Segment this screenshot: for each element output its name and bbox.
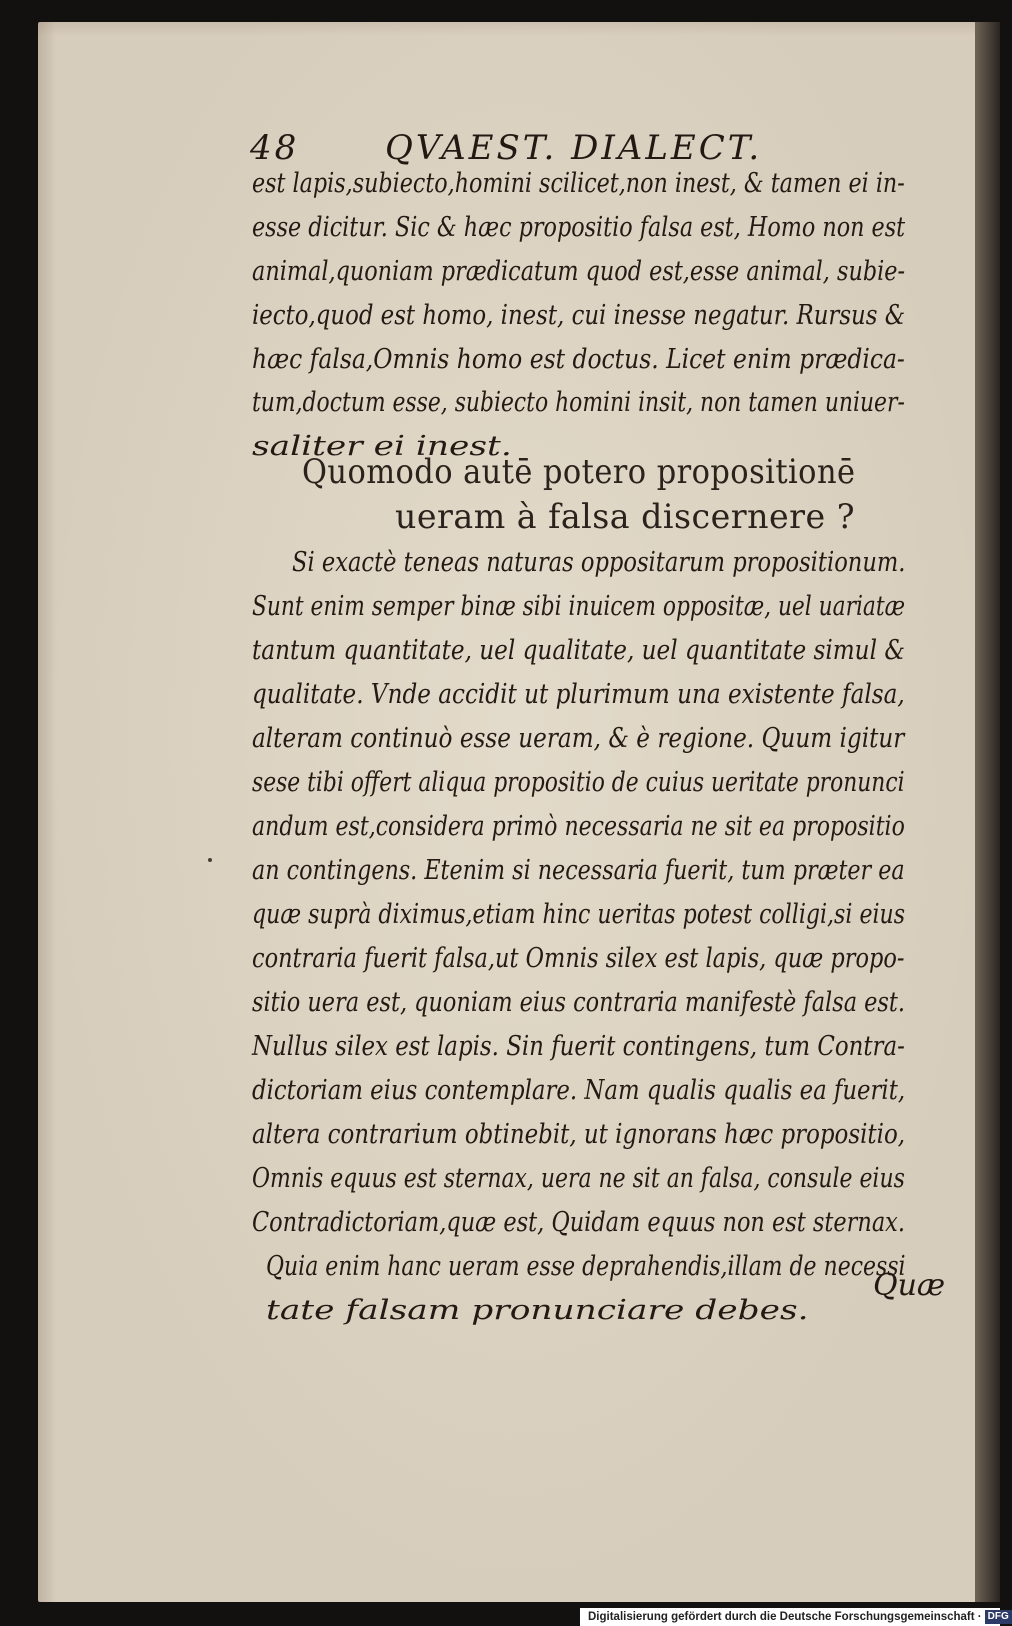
text-line: Contradictoriam,quæ est, Quidam equus non est sternax. [252, 1206, 905, 1238]
text-line: Nullus silex est lapis. Sin fuerit contingens, tum Contra- [252, 1030, 905, 1062]
text-line: Quia enim hanc ueram esse deprahendis,illam de necessi [266, 1250, 906, 1282]
running-head [250, 128, 810, 172]
text-line: alteram continuò esse ueram, & è regione. Quum igitur [252, 722, 905, 754]
question-line: Quomodo autē potero propositionē [302, 452, 856, 492]
text-line: animal,quoniam prædicatum quod est,esse animal, subie- [252, 255, 906, 287]
text-line: iecto,quod est homo, inest, cui inesse negatur. Rursus & [252, 299, 906, 331]
text-line: andum est,considera primò necessaria ne sit ea propositio [252, 810, 905, 842]
text-line: Si exactè teneas naturas oppositarum propositionum. [292, 546, 906, 578]
text-line: tate falsam pronunciare debes. [266, 1294, 809, 1326]
text-line: sitio uera est, quoniam eius contraria manifestè falsa est. [252, 986, 906, 1018]
text-line: esse dicitur. Sic & hæc propositio falsa est, Homo non est [252, 211, 906, 243]
ink-speck [208, 858, 212, 862]
dfg-logo-badge: DFG [985, 1610, 1012, 1624]
catchword: Quæ [873, 1268, 946, 1303]
page-number: 48 [250, 128, 300, 168]
text-line: sese tibi offert aliqua propositio de cuius ueritate pronunci [252, 766, 905, 798]
question-line: ueram à falsa discernere ? [395, 497, 856, 537]
text-line: an contingens. Etenim si necessaria fuerit, tum præter ea [252, 854, 905, 886]
text-line: hæc falsa,Omnis homo est doctus. Licet enim prædica- [252, 343, 905, 375]
text-line: Omnis equus est sternax, uera ne sit an falsa, consule eius [252, 1162, 905, 1194]
text-line: tum,doctum esse, subiecto homini insit, non tamen uniuer- [252, 386, 905, 418]
text-line: tantum quantitate, uel qualitate, uel quantitate simul & [252, 634, 905, 666]
page-edge-shadow [975, 22, 1000, 1602]
text-line: saliter ei inest. [252, 430, 512, 462]
text-line: qualitate. Vnde accidit ut plurimum una existente falsa, [252, 678, 905, 710]
running-head-title: QVAEST. DIALECT. [385, 128, 763, 168]
text-line: contraria fuerit falsa,ut Omnis silex est lapis, quæ propo- [252, 942, 905, 974]
text-line: dictoriam eius contemplare. Nam qualis qualis ea fuerit, [252, 1074, 906, 1106]
text-line: est lapis,subiecto,homini scilicet,non inest, & tamen ei in- [252, 167, 905, 199]
text-line: Sunt enim semper binæ sibi inuicem oppositæ, uel uariatæ [252, 590, 906, 622]
footer-text: Digitalisierung gefördert durch die Deutsche Forschungsgemeinschaft · [588, 1611, 982, 1623]
text-line: quæ suprà diximus,etiam hinc ueritas potest colligi,si eius [252, 898, 906, 930]
text-line: altera contrarium obtinebit, ut ignorans hæc propositio, [252, 1118, 906, 1150]
digitization-footer [580, 1608, 1009, 1626]
